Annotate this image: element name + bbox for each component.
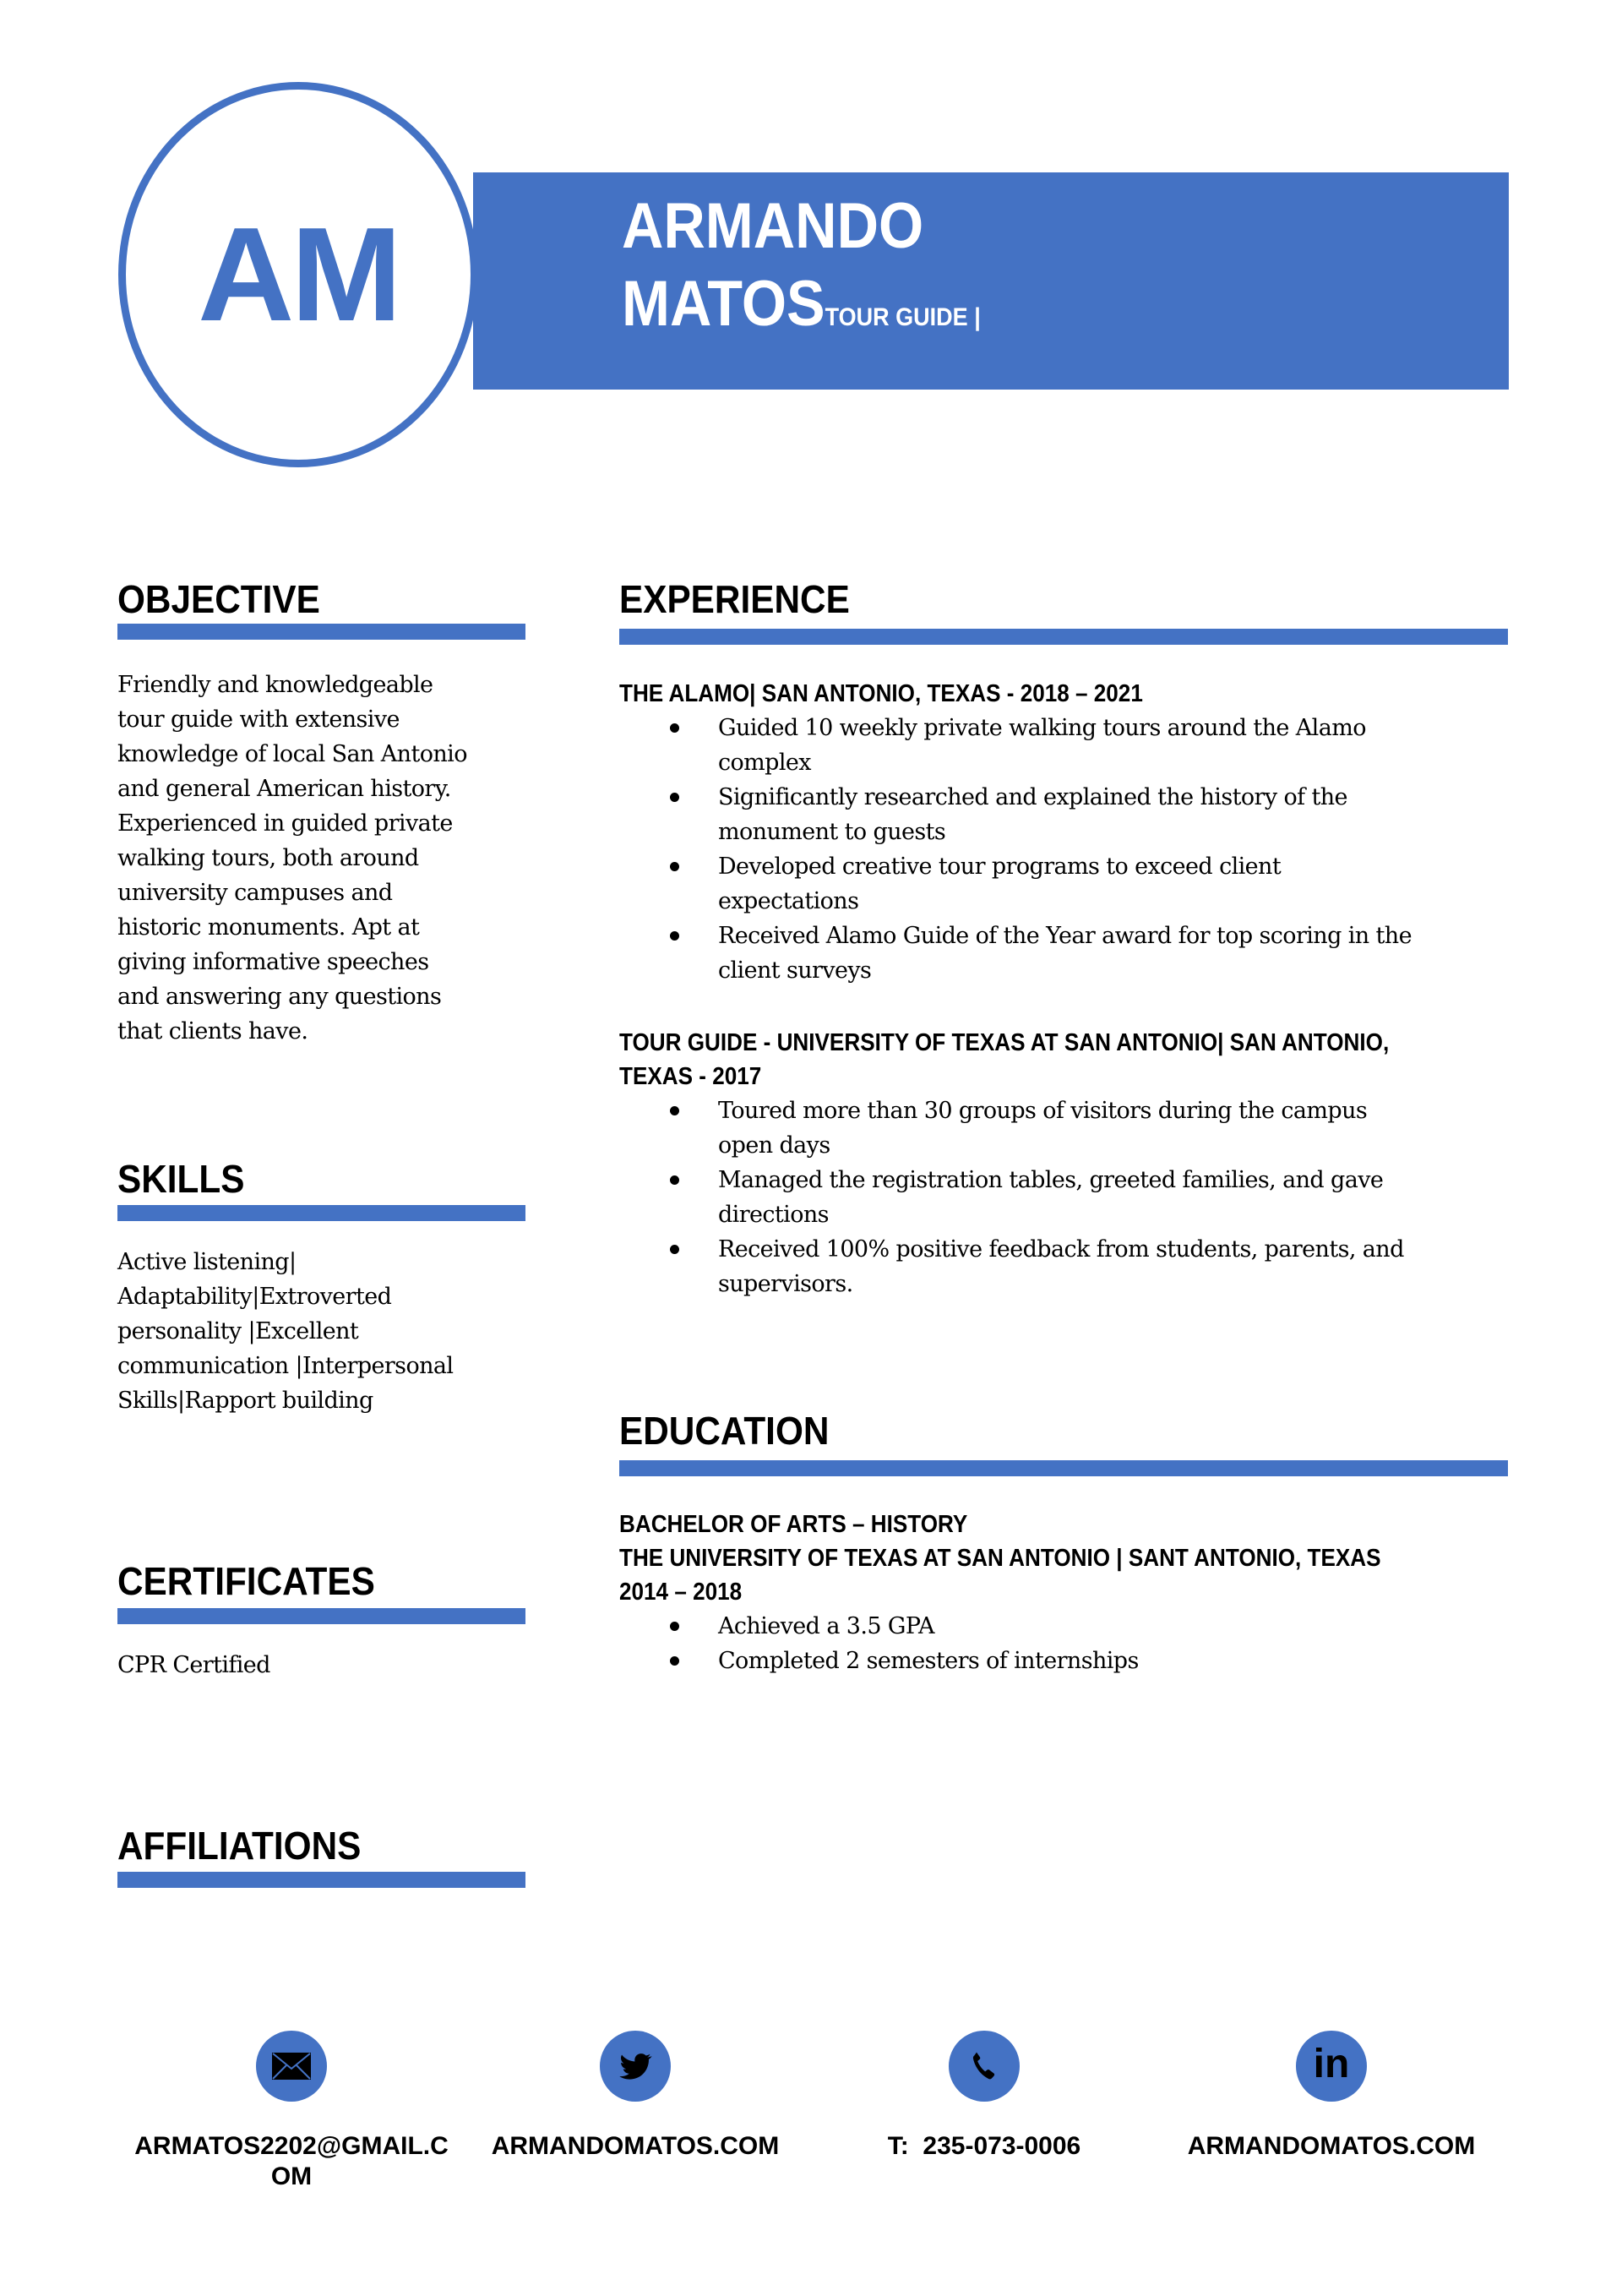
skills-line: communication |Interpersonal	[117, 1353, 454, 1379]
bullet-line: supervisors.	[718, 1271, 853, 1297]
job-entry	[619, 677, 1515, 988]
bullet-icon	[670, 1245, 679, 1254]
bullet-line: Significantly researched and explained the history of the	[718, 784, 1347, 810]
bullet-line: Achieved a 3.5 GPA	[718, 1613, 934, 1639]
bullet-line: Toured more than 30 groups of visitors during the campus	[718, 1098, 1368, 1124]
skills-text	[117, 1245, 540, 1418]
skills-line: Skills|Rapport building	[117, 1388, 373, 1414]
education-heading: EDUCATION	[619, 1409, 830, 1453]
objective-divider	[117, 624, 525, 640]
objective-line: that clients have.	[117, 1018, 308, 1044]
bullet-icon	[670, 1175, 679, 1185]
objective-line: walking tours, both around	[117, 845, 419, 871]
job-heading: TEXAS - 2017	[619, 1063, 762, 1090]
education-years: 2014 – 2018	[619, 1579, 743, 1606]
skills-line: Active listening|	[117, 1249, 297, 1275]
education-divider	[619, 1460, 1508, 1476]
job-bullet	[619, 919, 1515, 988]
job-bullet	[619, 849, 1515, 919]
certificates-divider	[117, 1608, 525, 1624]
contact-email[interactable]	[127, 2131, 456, 2192]
education-bullet	[619, 1609, 1515, 1644]
affiliations-heading: AFFILIATIONS	[117, 1824, 362, 1868]
job-heading: TOUR GUIDE - UNIVERSITY OF TEXAS AT SAN ANTONIO| SAN ANTONIO,	[619, 1029, 1390, 1056]
bullet-line: open days	[718, 1132, 830, 1159]
job-bullet	[619, 1093, 1515, 1163]
skills-divider	[117, 1205, 525, 1221]
objective-line: Friendly and knowledgeable	[117, 672, 433, 698]
job-bullet	[619, 1163, 1515, 1232]
initials-monogram: AM	[198, 199, 399, 349]
education-entry	[619, 1508, 1515, 1678]
bullet-line: Developed creative tour programs to exceed client	[718, 854, 1282, 880]
objective-line: tour guide with extensive	[117, 706, 400, 733]
bullet-line: Received Alamo Guide of the Year award for top scoring in the	[718, 923, 1412, 949]
education-bullet	[619, 1644, 1515, 1678]
bullet-icon	[670, 1622, 679, 1631]
job-entry	[619, 1026, 1515, 1301]
job-bullet	[619, 1232, 1515, 1301]
contact-website-line: ARMANDOMATOS.COM	[491, 2132, 780, 2160]
job-title: TOUR GUIDE |	[825, 303, 981, 331]
objective-line: and answering any questions	[117, 984, 442, 1010]
linkedin-glyph: in	[1313, 2042, 1350, 2086]
objective-text	[117, 668, 540, 1049]
contact-email-line: ARMATOS2202@GMAIL.C	[134, 2132, 449, 2160]
contact-linkedin-line: ARMANDOMATOS.COM	[1187, 2132, 1476, 2160]
school: THE UNIVERSITY OF TEXAS AT SAN ANTONIO | SANT ANTONIO, TEXAS	[619, 1545, 1381, 1572]
bullet-icon	[670, 1106, 679, 1115]
name-line-2	[622, 268, 981, 340]
contact-phone[interactable]	[819, 2131, 1149, 2162]
bullet-icon	[670, 723, 679, 733]
job-heading: THE ALAMO| SAN ANTONIO, TEXAS - 2018 – 2021	[619, 680, 1143, 707]
bullet-icon	[670, 862, 679, 871]
objective-heading: OBJECTIVE	[117, 577, 320, 621]
objective-line: historic monuments. Apt at	[117, 914, 420, 941]
bullet-line: Guided 10 weekly private walking tours around the Alamo	[718, 715, 1366, 741]
bullet-line: Received 100% positive feedback from students, parents, and	[718, 1236, 1404, 1263]
job-bullet	[619, 711, 1515, 780]
skills-heading: SKILLS	[117, 1157, 245, 1201]
bullet-line: monument to guests	[718, 819, 946, 845]
bullet-line: Managed the registration tables, greeted families, and gave	[718, 1167, 1384, 1193]
twitter-icon[interactable]	[600, 2031, 671, 2102]
experience-heading: EXPERIENCE	[619, 577, 850, 621]
phone-icon[interactable]	[949, 2031, 1020, 2102]
handset-glyph	[967, 2047, 1001, 2086]
bullet-icon	[670, 931, 679, 941]
contact-phone-line: T: 235-073-0006	[887, 2132, 1081, 2160]
bird-glyph	[616, 2048, 655, 2085]
contact-linkedin[interactable]	[1167, 2131, 1496, 2162]
contact-email-line: OM	[270, 2162, 313, 2190]
objective-line: Experienced in guided private	[117, 810, 453, 837]
skills-line: personality |Excellent	[117, 1318, 359, 1344]
objective-line: and general American history.	[117, 776, 451, 802]
job-bullet	[619, 780, 1515, 849]
affiliations-divider	[117, 1872, 525, 1888]
degree: BACHELOR OF ARTS – HISTORY	[619, 1511, 968, 1538]
email-icon[interactable]	[256, 2031, 327, 2102]
skills-line: Adaptability|Extroverted	[117, 1284, 392, 1310]
bullet-icon	[670, 1656, 679, 1666]
bullet-line: complex	[718, 750, 811, 776]
contact-website[interactable]	[471, 2131, 800, 2162]
linkedin-icon[interactable]	[1296, 2031, 1367, 2102]
experience-divider	[619, 629, 1508, 645]
bullet-line: expectations	[718, 888, 859, 914]
certificates-heading: CERTIFICATES	[117, 1559, 375, 1603]
bullet-icon	[670, 793, 679, 802]
objective-line: university campuses and	[117, 880, 393, 906]
certificate-item: CPR Certified	[117, 1652, 270, 1678]
objective-line: knowledge of local San Antonio	[117, 741, 467, 767]
first-name: ARMANDO	[622, 190, 924, 262]
objective-line: giving informative speeches	[117, 949, 429, 975]
bullet-line: Completed 2 semesters of internships	[718, 1648, 1139, 1674]
certificates-list	[117, 1648, 540, 1682]
last-name: MATOS	[622, 268, 825, 340]
bullet-line: client surveys	[718, 957, 872, 984]
bullet-line: directions	[718, 1202, 829, 1228]
envelope-glyph	[271, 2052, 312, 2081]
